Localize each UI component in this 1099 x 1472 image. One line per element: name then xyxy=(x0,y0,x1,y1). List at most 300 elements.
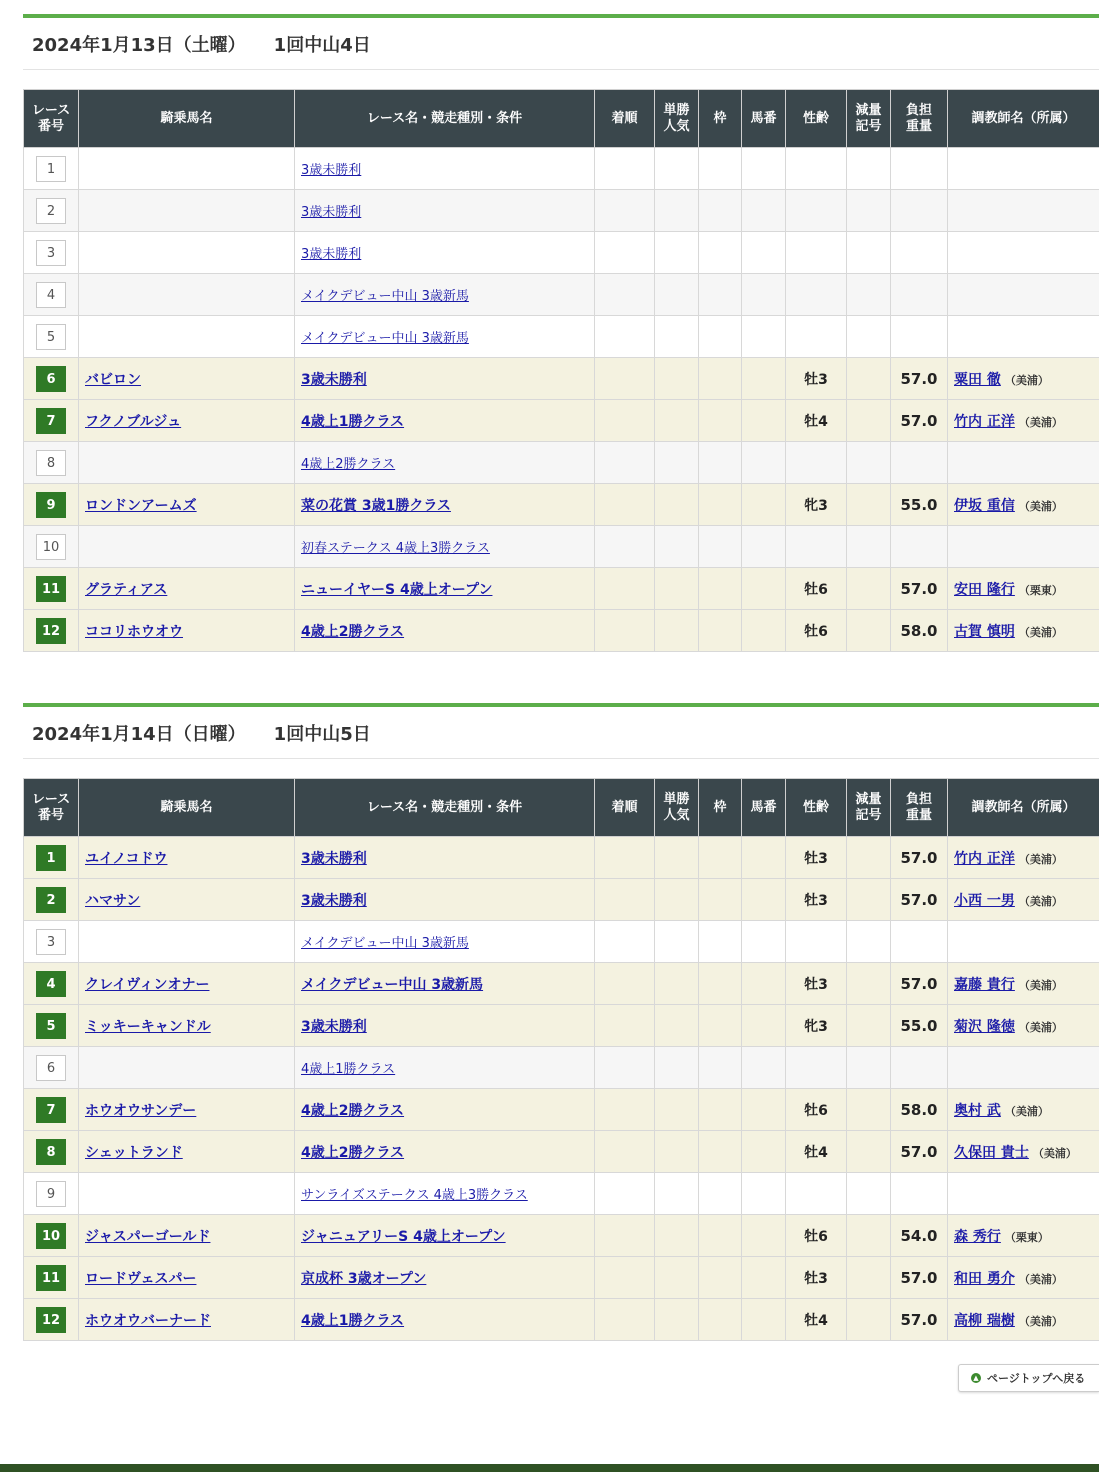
race-link[interactable]: メイクデビュー中山 3歳新馬 xyxy=(301,976,484,993)
race-link[interactable]: 4歳上1勝クラス xyxy=(301,413,405,430)
horse-number-cell xyxy=(742,837,786,879)
race-number-badge: 4 xyxy=(36,282,66,308)
horse-number-cell xyxy=(742,190,786,232)
trainer-cell xyxy=(948,1215,1099,1257)
finish-cell xyxy=(595,837,655,879)
reduction-cell xyxy=(847,1005,891,1047)
column-header-reduction: 減量 記号 xyxy=(847,779,891,837)
popularity-cell xyxy=(655,568,699,610)
table-row xyxy=(24,526,1099,568)
popularity-cell xyxy=(655,610,699,652)
trainer-affiliation: （美浦） xyxy=(1018,1020,1063,1034)
frame-cell xyxy=(699,358,742,400)
horse-cell xyxy=(79,1131,295,1173)
column-header-frame: 枠 xyxy=(699,779,742,837)
weight-cell xyxy=(891,232,948,274)
race-table xyxy=(23,778,1099,1341)
table-row xyxy=(24,1131,1099,1173)
weight-cell: 55.0 xyxy=(891,1005,948,1047)
day-heading xyxy=(23,14,1099,70)
frame-cell xyxy=(699,484,742,526)
trainer-affiliation: （美浦） xyxy=(1018,625,1063,639)
sex-age-cell: 牡6 xyxy=(786,1215,847,1257)
race-link[interactable]: 4歳上1勝クラス xyxy=(301,1062,396,1077)
page-top-label: ページトップへ戻る xyxy=(987,1372,1086,1385)
trainer-link[interactable]: 和田 勇介 xyxy=(954,1270,1015,1287)
race-number-badge: 12 xyxy=(36,1307,66,1333)
horse-link[interactable]: クレイヴィンオナー xyxy=(85,976,210,993)
column-header-race-no: レース 番号 xyxy=(24,90,79,148)
horse-cell xyxy=(79,837,295,879)
table-row xyxy=(24,1173,1099,1215)
finish-cell xyxy=(595,1215,655,1257)
horse-cell xyxy=(79,148,295,190)
weight-cell xyxy=(891,316,948,358)
reduction-cell xyxy=(847,400,891,442)
popularity-cell xyxy=(655,484,699,526)
race-link[interactable]: ジャニュアリーS 4歳上オープン xyxy=(301,1228,506,1245)
race-number-cell xyxy=(24,484,79,526)
popularity-cell xyxy=(655,1089,699,1131)
weight-cell: 57.0 xyxy=(891,568,948,610)
trainer-link[interactable]: 竹内 正洋 xyxy=(954,413,1015,430)
horse-link[interactable]: バビロン xyxy=(85,371,141,388)
trainer-affiliation: （美浦） xyxy=(1032,1146,1077,1160)
horse-cell xyxy=(79,232,295,274)
race-number-badge: 3 xyxy=(36,929,66,955)
popularity-cell xyxy=(655,442,699,484)
race-number-cell xyxy=(24,879,79,921)
trainer-affiliation: （美浦） xyxy=(1004,1104,1049,1118)
race-number-badge: 9 xyxy=(36,492,66,518)
horse-number-cell xyxy=(742,484,786,526)
frame-cell xyxy=(699,316,742,358)
horse-link[interactable]: ユイノコドウ xyxy=(85,850,168,867)
horse-number-cell xyxy=(742,1215,786,1257)
table-row xyxy=(24,1047,1099,1089)
reduction-cell xyxy=(847,1089,891,1131)
horse-cell xyxy=(79,1257,295,1299)
race-number-badge: 2 xyxy=(36,887,66,913)
race-cell xyxy=(295,1215,595,1257)
horse-number-cell xyxy=(742,1005,786,1047)
popularity-cell xyxy=(655,232,699,274)
horse-cell xyxy=(79,568,295,610)
horse-link[interactable]: ミッキーキャンドル xyxy=(85,1018,211,1035)
race-number-cell xyxy=(24,148,79,190)
race-table xyxy=(23,89,1099,652)
column-header-weight: 負担 重量 xyxy=(891,779,948,837)
frame-cell xyxy=(699,232,742,274)
finish-cell xyxy=(595,921,655,963)
weight-cell xyxy=(891,1173,948,1215)
weight-cell: 57.0 xyxy=(891,400,948,442)
race-link[interactable]: 菜の花賞 3歳1勝クラス xyxy=(301,497,451,514)
race-number-badge: 2 xyxy=(36,198,66,224)
frame-cell xyxy=(699,274,742,316)
race-number-badge: 4 xyxy=(36,971,66,997)
finish-cell xyxy=(595,1005,655,1047)
race-number-badge: 10 xyxy=(36,534,66,560)
race-link[interactable]: メイクデビュー中山 3歳新馬 xyxy=(301,289,469,304)
reduction-cell xyxy=(847,316,891,358)
trainer-link[interactable]: 奥村 武 xyxy=(954,1102,1001,1119)
trainer-affiliation: （美浦） xyxy=(1018,978,1063,992)
trainer-cell xyxy=(948,274,1099,316)
page-top-button[interactable] xyxy=(958,1364,1099,1392)
horse-link[interactable]: フクノブルジュ xyxy=(85,413,182,430)
sex-age-cell: 牡3 xyxy=(786,837,847,879)
race-number-cell xyxy=(24,921,79,963)
frame-cell xyxy=(699,610,742,652)
weight-cell xyxy=(891,442,948,484)
trainer-cell xyxy=(948,442,1099,484)
race-link[interactable]: 京成杯 3歳オープン xyxy=(301,1270,427,1287)
table-row xyxy=(24,484,1099,526)
race-cell xyxy=(295,963,595,1005)
horse-link[interactable]: ホウオウサンデー xyxy=(85,1102,197,1119)
horse-link[interactable]: ホウオウバーナード xyxy=(85,1312,211,1329)
frame-cell xyxy=(699,921,742,963)
day-section-2 xyxy=(23,703,1099,1341)
trainer-link[interactable]: 竹内 正洋 xyxy=(954,850,1015,867)
race-link[interactable]: 4歳上2勝クラス xyxy=(301,1144,405,1161)
race-number-cell xyxy=(24,1215,79,1257)
trainer-affiliation: （美浦） xyxy=(1018,415,1063,429)
frame-cell xyxy=(699,1131,742,1173)
frame-cell xyxy=(699,1299,742,1341)
race-link[interactable]: 4歳上2勝クラス xyxy=(301,623,405,640)
horse-link[interactable]: シェットランド xyxy=(85,1144,183,1161)
race-cell xyxy=(295,148,595,190)
reduction-cell xyxy=(847,1131,891,1173)
trainer-link[interactable]: 久保田 貴士 xyxy=(954,1144,1029,1161)
finish-cell xyxy=(595,484,655,526)
footer-bar xyxy=(0,1464,1099,1472)
popularity-cell xyxy=(655,400,699,442)
weight-cell: 57.0 xyxy=(891,1131,948,1173)
horse-cell xyxy=(79,1005,295,1047)
column-header-sex-age: 性齢 xyxy=(786,779,847,837)
trainer-link[interactable]: 伊坂 重信 xyxy=(954,497,1015,514)
popularity-cell xyxy=(655,274,699,316)
sex-age-cell: 牝3 xyxy=(786,1005,847,1047)
trainer-cell xyxy=(948,1173,1099,1215)
horse-link[interactable]: ジャスパーゴールド xyxy=(85,1228,211,1245)
horse-number-cell xyxy=(742,1257,786,1299)
trainer-link[interactable]: 古賀 慎明 xyxy=(954,623,1015,640)
horse-number-cell xyxy=(742,921,786,963)
sex-age-cell: 牡3 xyxy=(786,358,847,400)
column-header-trainer: 調教師名（所属） xyxy=(948,779,1099,837)
race-cell xyxy=(295,1257,595,1299)
sex-age-cell: 牡3 xyxy=(786,1257,847,1299)
sex-age-cell xyxy=(786,232,847,274)
frame-cell xyxy=(699,1005,742,1047)
day-heading xyxy=(23,703,1099,759)
frame-cell xyxy=(699,1089,742,1131)
trainer-link[interactable]: 菊沢 隆徳 xyxy=(954,1018,1015,1035)
weight-cell: 55.0 xyxy=(891,484,948,526)
race-link[interactable]: 3歳未勝利 xyxy=(301,892,367,909)
race-link[interactable]: 3歳未勝利 xyxy=(301,850,367,867)
column-header-trainer: 調教師名（所属） xyxy=(948,90,1099,148)
race-cell xyxy=(295,568,595,610)
trainer-link[interactable]: 粟田 徹 xyxy=(954,371,1001,388)
table-row xyxy=(24,963,1099,1005)
horse-number-cell xyxy=(742,358,786,400)
popularity-cell xyxy=(655,963,699,1005)
trainer-link[interactable]: 高柳 瑞樹 xyxy=(954,1312,1015,1329)
race-number-badge: 8 xyxy=(36,450,66,476)
reduction-cell xyxy=(847,232,891,274)
trainer-cell xyxy=(948,526,1099,568)
race-number-cell xyxy=(24,1089,79,1131)
horse-link[interactable]: ハマサン xyxy=(85,892,141,909)
race-number-cell xyxy=(24,400,79,442)
popularity-cell xyxy=(655,1215,699,1257)
race-number-badge: 8 xyxy=(36,1139,66,1165)
weight-cell: 57.0 xyxy=(891,1299,948,1341)
column-header-horse-no: 馬番 xyxy=(742,779,786,837)
race-link[interactable]: サンライズステークス 4歳上3勝クラス xyxy=(301,1188,528,1203)
horse-link[interactable]: ロードヴェスパー xyxy=(85,1270,197,1287)
trainer-cell xyxy=(948,837,1099,879)
trainer-link[interactable]: 小西 一男 xyxy=(954,892,1015,909)
horse-number-cell xyxy=(742,400,786,442)
trainer-cell xyxy=(948,400,1099,442)
table-row xyxy=(24,921,1099,963)
frame-cell xyxy=(699,526,742,568)
race-link[interactable]: 4歳上2勝クラス xyxy=(301,1102,405,1119)
trainer-cell xyxy=(948,316,1099,358)
race-number-cell xyxy=(24,963,79,1005)
reduction-cell xyxy=(847,1173,891,1215)
race-link[interactable]: 初春ステークス 4歳上3勝クラス xyxy=(301,541,490,556)
column-header-frame: 枠 xyxy=(699,90,742,148)
table-row xyxy=(24,1257,1099,1299)
trainer-link[interactable]: 森 秀行 xyxy=(954,1228,1001,1245)
trainer-cell xyxy=(948,148,1099,190)
horse-number-cell xyxy=(742,610,786,652)
finish-cell xyxy=(595,190,655,232)
reduction-cell xyxy=(847,1047,891,1089)
race-number-badge: 5 xyxy=(36,1013,66,1039)
horse-cell xyxy=(79,879,295,921)
horse-cell xyxy=(79,358,295,400)
weight-cell: 58.0 xyxy=(891,1089,948,1131)
finish-cell xyxy=(595,1131,655,1173)
sex-age-cell: 牡6 xyxy=(786,1089,847,1131)
sex-age-cell: 牡4 xyxy=(786,1299,847,1341)
sex-age-cell xyxy=(786,442,847,484)
race-date: 2024年1月14日（日曜） xyxy=(32,723,246,745)
race-number-cell xyxy=(24,1257,79,1299)
reduction-cell xyxy=(847,921,891,963)
finish-cell xyxy=(595,1047,655,1089)
weight-cell: 57.0 xyxy=(891,358,948,400)
trainer-link[interactable]: 嘉藤 貴行 xyxy=(954,976,1015,993)
race-link[interactable]: 4歳上1勝クラス xyxy=(301,1312,405,1329)
race-link[interactable]: メイクデビュー中山 3歳新馬 xyxy=(301,936,469,951)
sex-age-cell xyxy=(786,190,847,232)
horse-cell xyxy=(79,1047,295,1089)
sex-age-cell xyxy=(786,1173,847,1215)
finish-cell xyxy=(595,1257,655,1299)
finish-cell xyxy=(595,274,655,316)
race-number-cell xyxy=(24,442,79,484)
finish-cell xyxy=(595,442,655,484)
finish-cell xyxy=(595,526,655,568)
reduction-cell xyxy=(847,274,891,316)
horse-link[interactable]: ロンドンアームズ xyxy=(85,497,197,514)
reduction-cell xyxy=(847,148,891,190)
table-row xyxy=(24,568,1099,610)
horse-number-cell xyxy=(742,1299,786,1341)
popularity-cell xyxy=(655,837,699,879)
frame-cell xyxy=(699,1215,742,1257)
reduction-cell xyxy=(847,963,891,1005)
meeting-name: 1回中山5日 xyxy=(273,723,371,745)
popularity-cell xyxy=(655,1299,699,1341)
sex-age-cell xyxy=(786,148,847,190)
race-number-badge: 7 xyxy=(36,1097,66,1123)
race-link[interactable]: メイクデビュー中山 3歳新馬 xyxy=(301,331,469,346)
race-cell xyxy=(295,358,595,400)
trainer-cell xyxy=(948,232,1099,274)
finish-cell xyxy=(595,879,655,921)
reduction-cell xyxy=(847,1257,891,1299)
weight-cell: 58.0 xyxy=(891,610,948,652)
finish-cell xyxy=(595,148,655,190)
reduction-cell xyxy=(847,484,891,526)
race-cell xyxy=(295,1173,595,1215)
popularity-cell xyxy=(655,526,699,568)
frame-cell xyxy=(699,148,742,190)
race-number-badge: 12 xyxy=(36,618,66,644)
horse-number-cell xyxy=(742,1131,786,1173)
frame-cell xyxy=(699,1257,742,1299)
race-link[interactable]: 4歳上2勝クラス xyxy=(301,457,396,472)
popularity-cell xyxy=(655,316,699,358)
table-row xyxy=(24,442,1099,484)
sex-age-cell: 牡3 xyxy=(786,963,847,1005)
race-number-badge: 7 xyxy=(36,408,66,434)
horse-cell xyxy=(79,610,295,652)
table-row xyxy=(24,837,1099,879)
column-header-finish: 着順 xyxy=(595,779,655,837)
race-number-badge: 9 xyxy=(36,1181,66,1207)
horse-link[interactable]: グラティアス xyxy=(85,581,168,598)
trainer-link[interactable]: 安田 隆行 xyxy=(954,581,1015,598)
race-link[interactable]: ニューイヤーS 4歳上オープン xyxy=(301,581,493,598)
horse-number-cell xyxy=(742,568,786,610)
reduction-cell xyxy=(847,526,891,568)
race-number-cell xyxy=(24,1047,79,1089)
horse-cell xyxy=(79,1089,295,1131)
reduction-cell xyxy=(847,879,891,921)
weight-cell xyxy=(891,526,948,568)
column-header-horse: 騎乗馬名 xyxy=(79,90,295,148)
sex-age-cell xyxy=(786,921,847,963)
frame-cell xyxy=(699,837,742,879)
horse-number-cell xyxy=(742,879,786,921)
race-number-cell xyxy=(24,1131,79,1173)
race-number-badge: 1 xyxy=(36,156,66,182)
table-row xyxy=(24,610,1099,652)
race-number-badge: 10 xyxy=(36,1223,66,1249)
race-link[interactable]: 3歳未勝利 xyxy=(301,371,367,388)
weight-cell: 57.0 xyxy=(891,1257,948,1299)
column-header-horse-no: 馬番 xyxy=(742,90,786,148)
race-cell xyxy=(295,526,595,568)
race-link[interactable]: 3歳未勝利 xyxy=(301,163,362,178)
race-cell xyxy=(295,400,595,442)
race-link[interactable]: 3歳未勝利 xyxy=(301,1018,367,1035)
trainer-affiliation: （美浦） xyxy=(1018,894,1063,908)
sex-age-cell: 牡3 xyxy=(786,879,847,921)
horse-link[interactable]: ココリホウオウ xyxy=(85,623,183,640)
trainer-cell xyxy=(948,921,1099,963)
horse-number-cell xyxy=(742,963,786,1005)
table-row xyxy=(24,1005,1099,1047)
horse-number-cell xyxy=(742,526,786,568)
sex-age-cell: 牡4 xyxy=(786,400,847,442)
horse-number-cell xyxy=(742,1173,786,1215)
race-cell xyxy=(295,232,595,274)
reduction-cell xyxy=(847,358,891,400)
sex-age-cell: 牡6 xyxy=(786,610,847,652)
trainer-cell xyxy=(948,1299,1099,1341)
reduction-cell xyxy=(847,442,891,484)
trainer-cell xyxy=(948,484,1099,526)
sex-age-cell xyxy=(786,526,847,568)
race-link[interactable]: 3歳未勝利 xyxy=(301,205,362,220)
horse-cell xyxy=(79,1299,295,1341)
finish-cell xyxy=(595,316,655,358)
popularity-cell xyxy=(655,1257,699,1299)
horse-cell xyxy=(79,442,295,484)
race-link[interactable]: 3歳未勝利 xyxy=(301,247,362,262)
race-number-cell xyxy=(24,837,79,879)
race-number-badge: 11 xyxy=(36,576,66,602)
column-header-popularity: 単勝 人気 xyxy=(655,90,699,148)
column-header-sex-age: 性齢 xyxy=(786,90,847,148)
frame-cell xyxy=(699,879,742,921)
table-row xyxy=(24,400,1099,442)
column-header-weight: 負担 重量 xyxy=(891,90,948,148)
race-cell xyxy=(295,837,595,879)
frame-cell xyxy=(699,1047,742,1089)
column-header-race: レース名・競走種別・条件 xyxy=(295,779,595,837)
finish-cell xyxy=(595,568,655,610)
race-cell xyxy=(295,484,595,526)
horse-cell xyxy=(79,921,295,963)
day-section-1 xyxy=(23,14,1099,652)
frame-cell xyxy=(699,568,742,610)
popularity-cell xyxy=(655,1047,699,1089)
race-cell xyxy=(295,879,595,921)
race-number-badge: 5 xyxy=(36,324,66,350)
reduction-cell xyxy=(847,190,891,232)
race-number-badge: 6 xyxy=(36,1055,66,1081)
table-row xyxy=(24,1215,1099,1257)
table-row xyxy=(24,274,1099,316)
sex-age-cell xyxy=(786,1047,847,1089)
weight-cell xyxy=(891,921,948,963)
race-number-cell xyxy=(24,274,79,316)
horse-cell xyxy=(79,190,295,232)
